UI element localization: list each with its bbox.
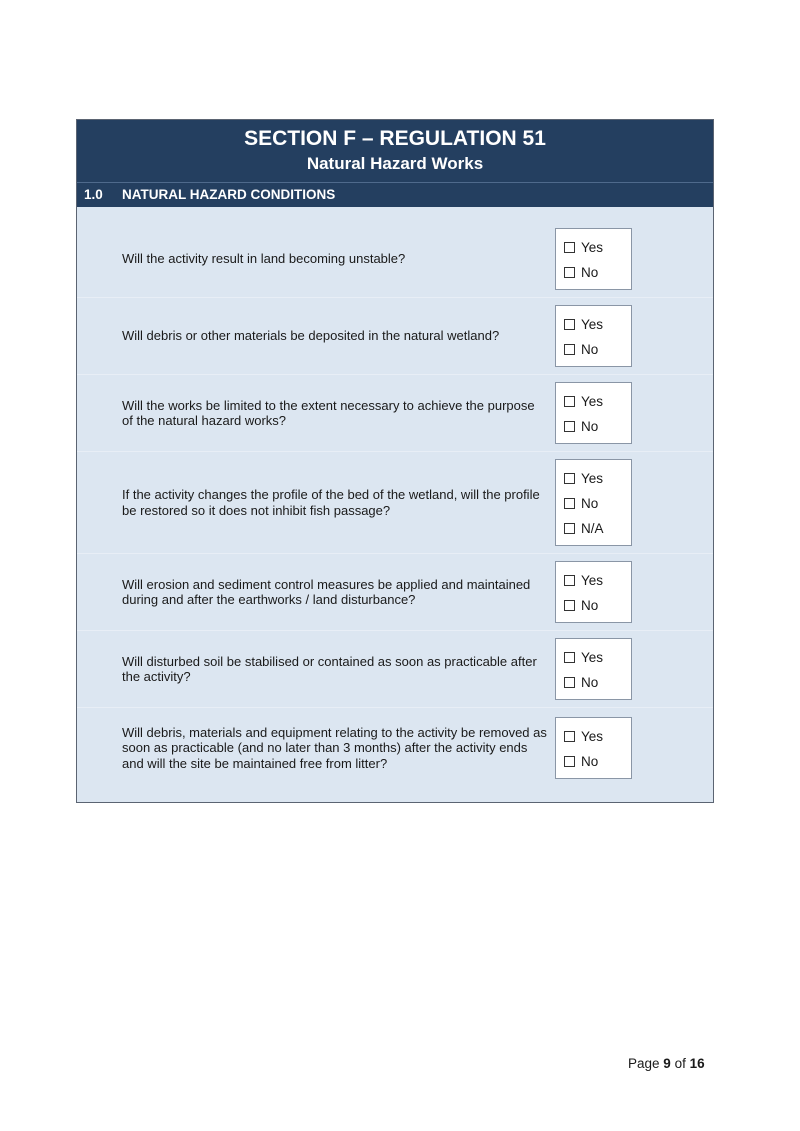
answer-box [555, 305, 632, 367]
checkbox-icon[interactable] [564, 421, 575, 432]
option-yes[interactable] [564, 389, 631, 414]
option-label: No [581, 419, 599, 434]
option-no[interactable] [564, 260, 631, 285]
option-label: Yes [581, 240, 604, 255]
checkbox-icon[interactable] [564, 677, 575, 688]
option-label: No [581, 598, 599, 613]
checkbox-icon[interactable] [564, 600, 575, 611]
option-label: Yes [581, 650, 604, 665]
option-yes[interactable] [564, 466, 631, 491]
checkbox-icon[interactable] [564, 498, 575, 509]
option-label: N/A [581, 521, 604, 536]
answer-box [555, 228, 632, 290]
question-row [77, 221, 713, 298]
option-no[interactable] [564, 337, 631, 362]
option-label: Yes [581, 394, 604, 409]
section-title: SECTION F – REGULATION 51 [244, 127, 546, 150]
checkbox-icon[interactable] [564, 652, 575, 663]
of-label: of [674, 1056, 686, 1071]
question-row [77, 708, 713, 788]
subsection-title: NATURAL HAZARD CONDITIONS [122, 187, 336, 202]
option-no[interactable] [564, 670, 631, 695]
checkbox-icon[interactable] [564, 756, 575, 767]
question-row [77, 298, 713, 375]
checkbox-icon[interactable] [564, 575, 575, 586]
option-no[interactable] [564, 491, 631, 516]
answer-box [555, 382, 632, 444]
subsection-header [77, 182, 713, 207]
option-no[interactable] [564, 414, 631, 439]
question-text: Will the activity result in land becoming unstable? [122, 251, 406, 267]
checkbox-icon[interactable] [564, 267, 575, 278]
option-label: Yes [581, 317, 604, 332]
option-label: No [581, 265, 599, 280]
checkbox-icon[interactable] [564, 242, 575, 253]
option-label: No [581, 342, 599, 357]
option-na[interactable] [564, 516, 631, 541]
option-no[interactable] [564, 593, 631, 618]
option-yes[interactable] [564, 312, 631, 337]
checkbox-icon[interactable] [564, 344, 575, 355]
question-text: Will erosion and sediment control measures be applied and maintained during and after the earthworks / land disturbance? [122, 576, 531, 607]
option-label: Yes [581, 471, 604, 486]
question-row [77, 631, 713, 708]
question-text: Will the works be limited to the extent necessary to achieve the purpose of the natural hazard works? [122, 397, 535, 428]
option-label: No [581, 754, 599, 769]
option-label: Yes [581, 729, 604, 744]
question-text: If the activity changes the profile of the bed of the wetland, will the profile be restored so it does not inhibit fish passage? [122, 487, 540, 518]
checkbox-icon[interactable] [564, 473, 575, 484]
page-current: 9 [663, 1056, 671, 1071]
option-label: Yes [581, 573, 604, 588]
question-list [77, 207, 713, 802]
question-text: Will disturbed soil be stabilised or contained as soon as practicable after the activity? [122, 653, 537, 684]
option-yes[interactable] [564, 724, 631, 749]
option-label: No [581, 675, 599, 690]
page-label: Page [628, 1056, 660, 1071]
form-header [77, 120, 713, 182]
section-subtitle: Natural Hazard Works [306, 154, 484, 173]
page-footer [628, 1056, 705, 1071]
option-no[interactable] [564, 749, 631, 774]
answer-box [555, 561, 632, 623]
question-text: Will debris or other materials be deposited in the natural wetland? [122, 328, 500, 344]
option-label: No [581, 496, 599, 511]
question-row [77, 375, 713, 452]
checkbox-icon[interactable] [564, 396, 575, 407]
answer-box [555, 638, 632, 700]
question-row [77, 452, 713, 554]
question-text: Will debris, materials and equipment relating to the activity be removed as soon as practicable (and no later than 3 months) after the activity ends and will the site be maintained free from litter? [122, 724, 547, 771]
option-yes[interactable] [564, 568, 631, 593]
regulation-form [76, 119, 714, 803]
answer-box [555, 717, 632, 779]
option-yes[interactable] [564, 235, 631, 260]
subsection-number: 1.0 [84, 187, 103, 202]
question-row [77, 554, 713, 631]
page-total: 16 [689, 1056, 705, 1071]
checkbox-icon[interactable] [564, 731, 575, 742]
option-yes[interactable] [564, 645, 631, 670]
checkbox-icon[interactable] [564, 319, 575, 330]
checkbox-icon[interactable] [564, 523, 575, 534]
answer-box [555, 459, 632, 546]
